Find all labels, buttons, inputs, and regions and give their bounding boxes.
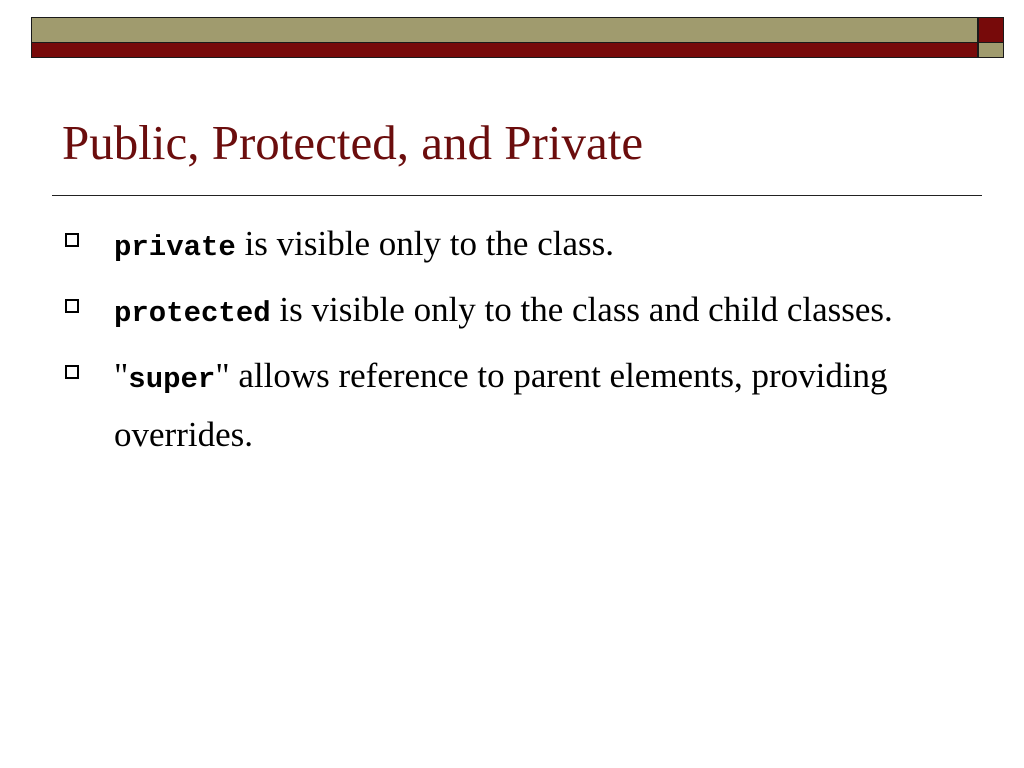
header-banner-olive <box>31 17 978 43</box>
hollow-square-bullet-icon <box>65 299 79 313</box>
bullet-item-private <box>62 216 962 275</box>
title-divider <box>52 195 982 196</box>
keyword-private: private <box>114 231 236 264</box>
slide-title: Public, Protected, and Private <box>62 115 644 170</box>
bullet-list <box>62 216 962 469</box>
bullet-text: is visible only to the class and child classes. <box>270 290 893 329</box>
header-corner-olive <box>978 43 1004 58</box>
header-corner-maroon <box>978 17 1004 43</box>
keyword-protected: protected <box>114 297 271 330</box>
bullet-open-quote: " <box>114 356 129 395</box>
bullet-item-super <box>62 348 962 462</box>
hollow-square-bullet-icon <box>65 233 79 247</box>
keyword-super: super <box>128 363 216 396</box>
bullet-text: " allows reference to parent elements, providing overrides. <box>114 356 888 454</box>
bullet-text: is visible only to the class. <box>235 224 614 263</box>
header-banner-maroon <box>31 43 978 58</box>
bullet-item-protected <box>62 282 962 341</box>
hollow-square-bullet-icon <box>65 365 79 379</box>
